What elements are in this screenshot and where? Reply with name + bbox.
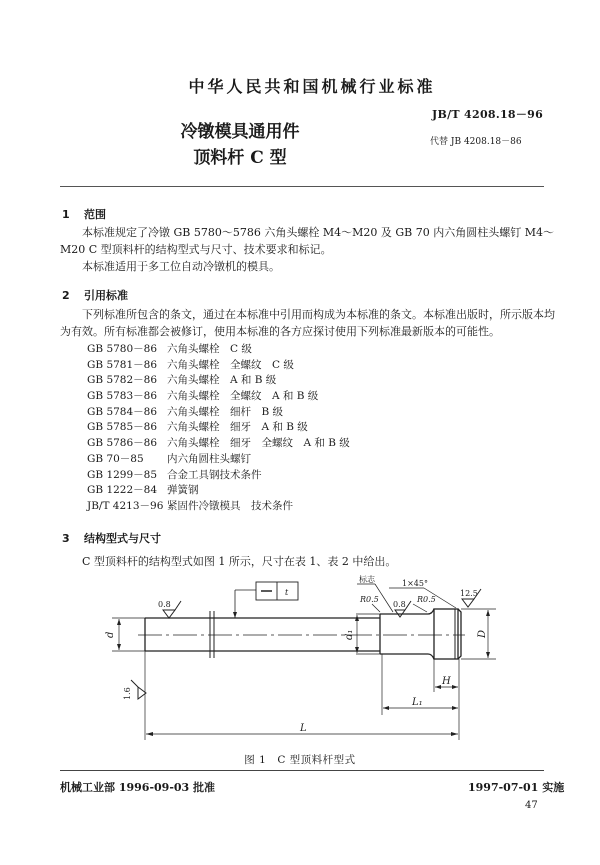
ejector-pin-drawing <box>0 570 600 750</box>
section-1-paragraph-2: 本标准适用于多工位自动冷镦机的模具。 <box>82 260 280 273</box>
effective-date: 1997-07-01 实施 <box>468 781 565 794</box>
reference-item: GB 5784－86 六角头螺栓 细杆 B 级 <box>87 405 284 418</box>
section-2-heading: 2 引用标准 <box>62 289 128 302</box>
reference-list <box>87 342 350 515</box>
section-3-paragraph-1: C 型顶料杆的结构型式如图 1 所示，尺寸在表 1、表 2 中给出。 <box>82 555 397 568</box>
reference-item: GB 5786－86 六角头螺栓 细牙 全螺纹 A 和 B 级 <box>87 437 350 450</box>
reference-item: GB 70－85 内六角圆柱头螺钉 <box>87 452 251 465</box>
reference-item: GB 1222－84 弹簧钢 <box>87 484 199 497</box>
roughness-label-neck: 0.8 <box>393 600 406 609</box>
document-title <box>0 119 470 171</box>
page-number: 47 <box>525 800 538 811</box>
figure-caption: 图 1 C 型顶料杆型式 <box>244 754 356 766</box>
roughness-label-head: 12.5 <box>460 589 478 598</box>
issuer-title: 中华人民共和国机械行业标准 <box>188 77 436 96</box>
dim-D-label: D <box>477 629 488 638</box>
chamfer-label: 1×45° <box>402 579 428 588</box>
standard-number: JB/T 4208.18－96 <box>432 108 544 121</box>
tolerance-value: t <box>285 588 289 597</box>
dim-L1-label: L₁ <box>412 697 423 708</box>
replaces-standard: 代替 JB 4208.18－86 <box>430 137 522 147</box>
reference-item: GB 1299－85 合金工具钢技术条件 <box>87 468 262 481</box>
roughness-label-end: 1.6 <box>123 687 132 700</box>
header-divider <box>60 186 544 187</box>
reference-item: GB 5782－86 六角头螺栓 A 和 B 级 <box>87 374 277 387</box>
reference-item: GB 5785－86 六角头螺栓 细牙 A 和 B 级 <box>87 421 308 434</box>
dim-d-label: d <box>105 631 116 638</box>
radius-label-2: R0.5 <box>417 595 436 604</box>
section-2-paragraph-1: 下列标准所包含的条文，通过在本标准中引用而构成为本标准的条文。本标准出版时，所示版本均为有效。所有标准都会被修订，使用本标准的各方应探讨使用下列标准最新版本的可能性。 <box>60 308 555 338</box>
dim-H-label: H <box>442 676 451 687</box>
title-line-2: 顶料杆 C 型 <box>193 148 287 168</box>
radius-label-1: R0.5 <box>360 595 379 604</box>
section-3-heading: 3 结构型式与尺寸 <box>62 532 161 545</box>
title-line-1: 冷镦模具通用件 <box>180 122 300 142</box>
reference-item: GB 5783－86 六角头螺栓 全螺纹 A 和 B 级 <box>87 390 319 403</box>
section-1-heading: 1 范围 <box>62 208 106 221</box>
dim-d1-label: d₁ <box>344 629 355 640</box>
marking-label: 标志 <box>359 575 375 584</box>
reference-item: GB 5780－86 六角头螺栓 C 级 <box>87 343 252 355</box>
footer-divider <box>60 770 544 771</box>
approval-date: 机械工业部 1996-09-03 批准 <box>60 781 216 794</box>
reference-item: JB/T 4213－96 紧固件冷镦模具 技术条件 <box>87 499 293 512</box>
section-1-paragraph-1: 本标准规定了冷镦 GB 5780～5786 六角头螺栓 M4～M20 及 GB 70 内六角圆柱头螺钉 M4～M20 C 型顶料杆的结构型式与尺寸、技术要求和标记。 <box>60 226 554 256</box>
dim-L-label: L <box>300 723 307 734</box>
reference-item: GB 5781－86 六角头螺栓 全螺纹 C 级 <box>87 358 294 371</box>
roughness-label-shaft: 0.8 <box>158 600 171 609</box>
